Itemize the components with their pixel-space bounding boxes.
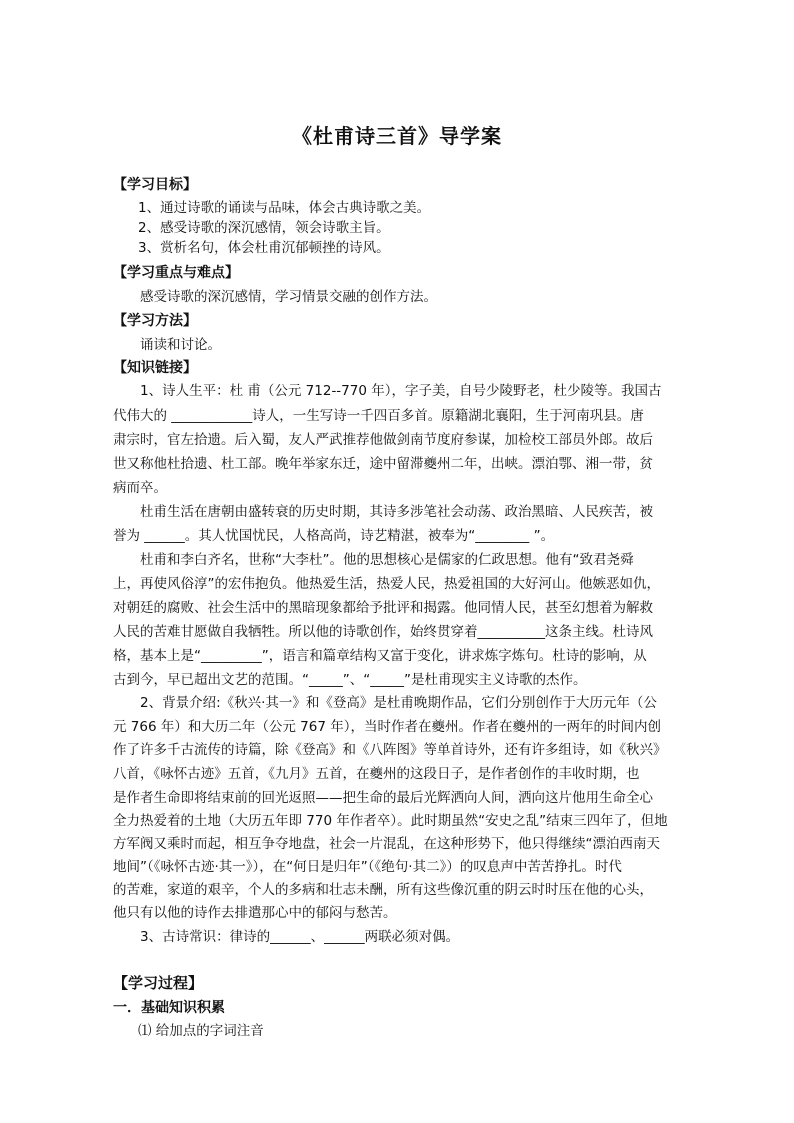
knowledge-line: 2、背景介绍:《秋兴·其一》和《登高》是杜甫晚期作品，它们分别创作于大历元年（公	[140, 695, 657, 711]
method-header: 【学习方法】	[113, 313, 197, 329]
knowledge-line: 作了许多千古流传的诗篇，除《登高》和《八阵图》等单首诗外，还有许多组诗，如《秋兴》	[113, 742, 667, 758]
knowledge-line: 格，基本上是“_________”，语言和篇章结构又富于变化，讲求炼字炼句。杜诗的影响，从	[113, 648, 647, 664]
keypoints-text: 感受诗歌的深沉感情，学习情景交融的创作方法。	[140, 289, 437, 305]
method-text: 诵读和讨论。	[140, 337, 221, 353]
process-section-1: 一．基础知识积累	[113, 1000, 225, 1016]
knowledge-line: 元 766 年）和大历二年（公元 767 年），当时作者在夔州。作者在夔州的一两年的时间内创	[113, 719, 661, 735]
knowledge-header: 【知识链接】	[113, 360, 197, 376]
knowledge-line: 是作者生命即将结束前的回光返照——把生命的最后光辉洒向人间，洒向这片他用生命全心	[113, 790, 653, 806]
objective-item: 1、通过诗歌的诵读与品味，体会古典诗歌之美。	[138, 200, 431, 216]
process-header: 【学习过程】	[113, 974, 204, 992]
knowledge-line: 誉为 ______。其人忧国忧民，人格高尚，诗艺精湛，被奉为“________ ”。	[113, 528, 555, 544]
knowledge-line: 对朝廷的腐败、社会生活中的黑暗现象都给予批评和揭露。他同情人民，甚至幻想着为解救	[113, 600, 653, 616]
keypoints-header: 【学习重点与难点】	[113, 265, 239, 281]
knowledge-line: 代伟大的 ____________诗人，一生写诗一千四百多首。原籍湖北襄阳，生于河南巩县。唐	[113, 408, 644, 424]
knowledge-line: 人民的苦难甘愿做自我牺牲。所以他的诗歌创作，始终贯穿着__________这条主线。杜诗风	[113, 624, 653, 640]
knowledge-line: 世又称他杜拾遗、杜工部。晚年举家东迁，途中留滞夔州二年，出峡。漂泊鄂、湘一带，贫	[113, 456, 653, 472]
knowledge-line: 上，再使风俗淳”的宏伟抱负。他热爱生活，热爱人民，热爱祖国的大好河山。他嫉恶如仇，	[113, 576, 660, 592]
objective-item: 3、赏析名句，体会杜甫沉郁顿挫的诗风。	[138, 240, 390, 256]
knowledge-line: 1、诗人生平：杜 甫（公元 712--770 年），字子美，自号少陵野老，杜少陵等。我国古	[140, 383, 662, 399]
knowledge-line: 病而卒。	[113, 480, 167, 496]
knowledge-line: 杜甫和李白齐名，世称“大李杜”。他的思想核心是儒家的仁政思想。他有“致君尧舜	[140, 552, 634, 568]
knowledge-line: 全力热爱着的土地（大历五年即 770 年作者卒）。此时期虽然“安史之乱”结束三四年了，但地	[113, 813, 668, 829]
knowledge-line: 3、古诗常识：律诗的______、______两联必须对偶。	[140, 929, 460, 945]
knowledge-line: 肃宗时，官左拾遗。后入蜀，友人严武推荐他做剑南节度府参谋，加检校工部员外郎。故后	[113, 432, 653, 448]
page-title: 《杜甫诗三首》导学案	[292, 124, 502, 148]
process-item-1: ⑴ 给加点的字词注音	[138, 1023, 264, 1039]
knowledge-line: 地间”（《咏怀古迹·其一》），在“何日是归年”（《绝句·其二》）的叹息声中苦苦挣扎。时代	[113, 859, 622, 875]
knowledge-line: 杜甫生活在唐朝由盛转衰的历史时期，其诗多涉笔社会动荡、政治黑暗、人民疾苦，被	[140, 504, 653, 520]
knowledge-line: 古到今，早已超出文艺的范围。“_____”、“_____”是杜甫现实主义诗歌的杰作。	[113, 672, 587, 688]
objectives-header: 【学习目标】	[113, 177, 197, 193]
knowledge-line: 八首，《咏怀古迹》五首，《九月》五首，在夔州的这段日子，是作者创作的丰收时期，也	[113, 766, 640, 782]
knowledge-line: 方军阀又乘时而起，相互争夺地盘，社会一片混乱，在这种形势下，他只得继续“漂泊西南天	[113, 836, 660, 852]
objective-item: 2、感受诗歌的深沉感情，领会诗歌主旨。	[138, 220, 390, 236]
knowledge-line: 的苦难，家道的艰辛，个人的多病和壮志未酬，所有这些像沉重的阴云时时压在他的心头，	[113, 882, 653, 898]
knowledge-line: 他只有以他的诗作去排遣那心中的郁闷与愁苦。	[113, 905, 397, 921]
